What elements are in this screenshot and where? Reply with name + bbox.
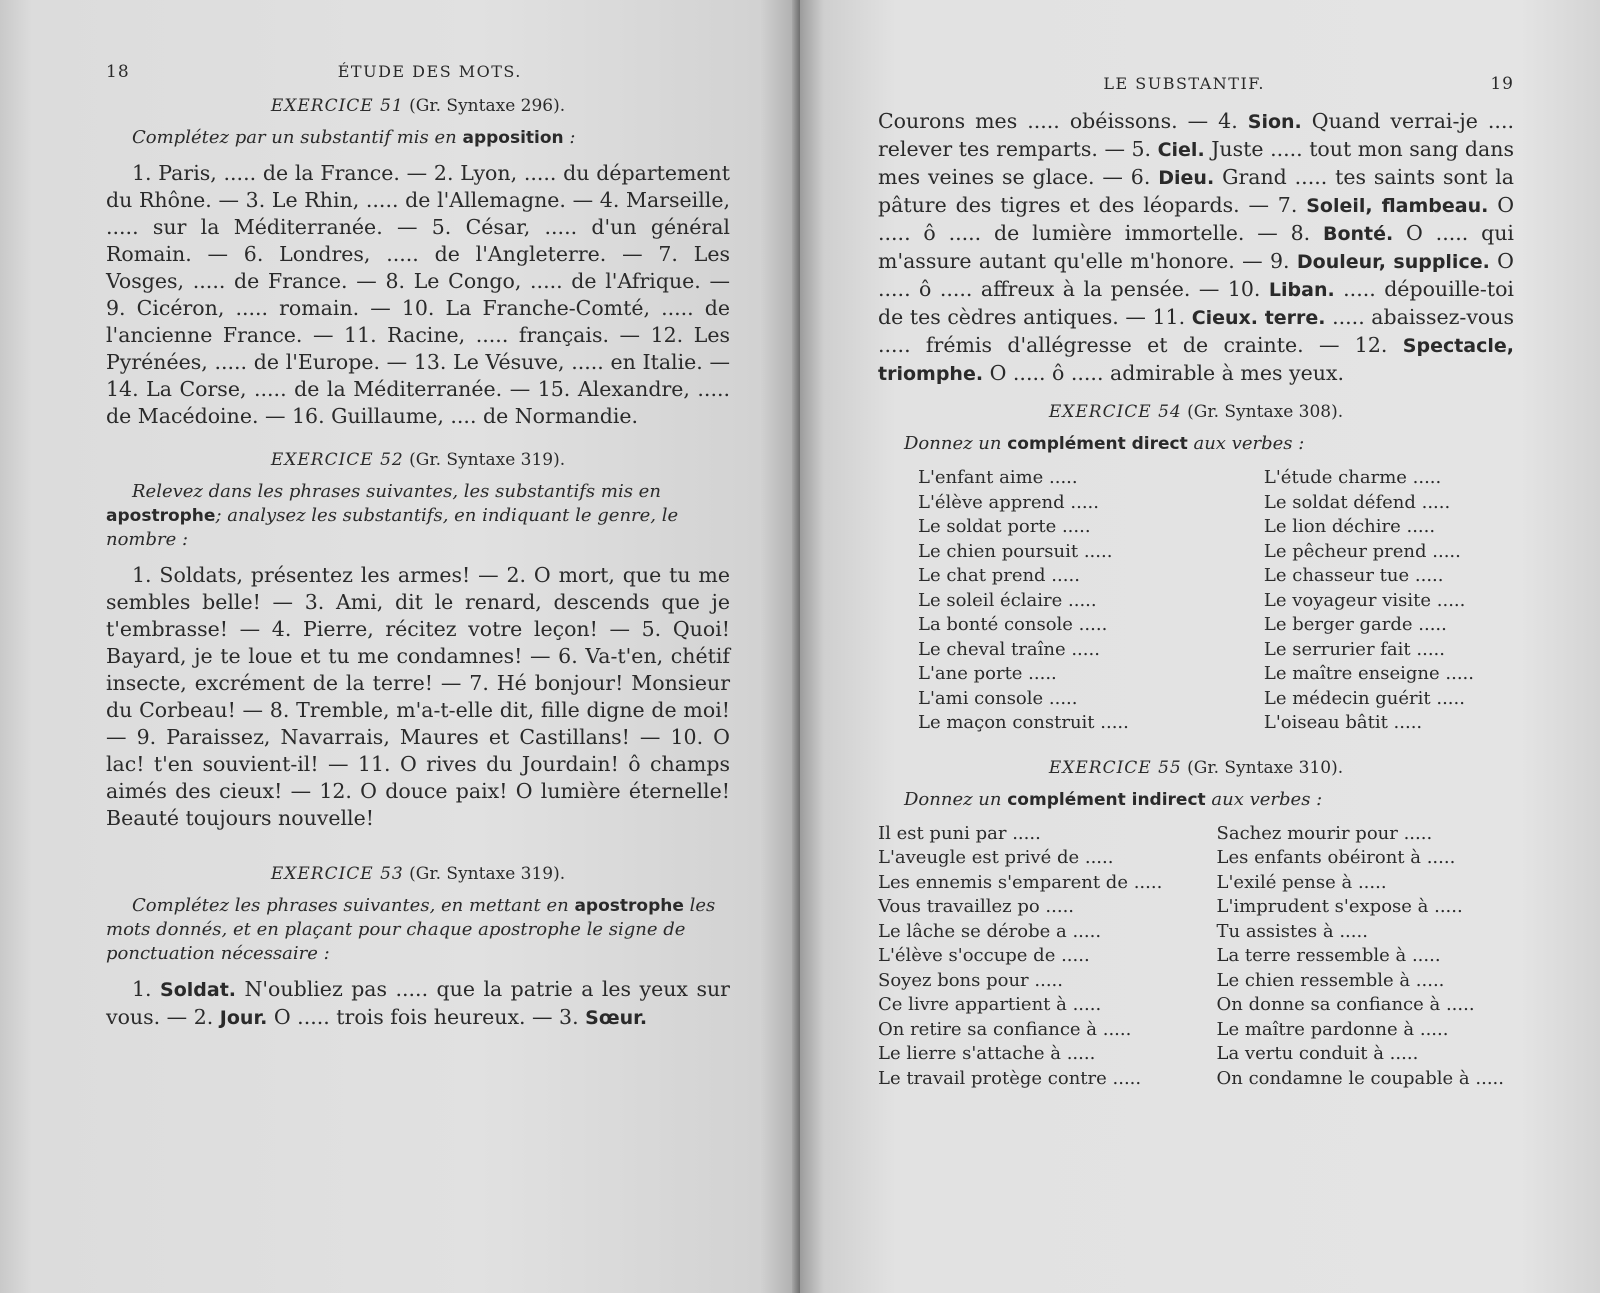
list-item: L'aveugle est privé de ..... [878,847,1114,868]
exercise-heading [878,758,1514,778]
list-item: Le médecin guérit ..... [1263,687,1465,709]
instr-text: aux verbes : [1193,433,1305,454]
exercise-ref: (Gr. Syntaxe 310). [1187,757,1344,778]
list-item: Tu assistes à ..... [1216,920,1368,942]
list-item: Le serrurier fait ..... [1263,638,1445,660]
list-item: On condamne le coupable à ..... [1216,1067,1504,1089]
exercise-label: EXERCICE 53 [270,864,404,884]
given-word: Cieux. terre. [1191,307,1326,329]
list-item: Le maçon construit ..... [918,712,1129,733]
list-item: Le lâche se dérobe a ..... [878,920,1102,942]
exercise-label: EXERCICE 54 [1048,402,1182,422]
sentence-text: ..... dépouille-toi de tes cèdres antiques. — 11. [878,277,1514,329]
list-item: La bonté console ..... [918,614,1108,635]
list-item: Le travail protège contre ..... [878,1067,1142,1089]
list-item: Le cheval traîne ..... [918,638,1100,660]
list-item: Le pêcheur prend ..... [1263,540,1461,562]
list-item: Il est puni par ..... [878,822,1041,844]
exercise-instructions [878,432,1514,456]
running-header [878,74,1514,94]
instr-keyword: apostrophe [574,896,684,916]
verb-list-left [878,822,1162,1092]
list-item: Vous travaillez po ..... [878,896,1075,917]
list-item: Le maître pardonne à ..... [1216,1018,1449,1040]
verb-list-right [1264,466,1474,736]
sentence-text: ..... abaissez-vous ..... frémis d'allégresse et de crainte. — 12. [878,305,1514,357]
list-item: On donne sa confiance à ..... [1216,994,1475,1015]
list-item: Le chien ressemble à ..... [1216,969,1445,991]
verb-columns [878,822,1514,1092]
instr-text: aux verbes : [1211,788,1323,810]
list-item: On retire sa confiance à ..... [878,1018,1132,1040]
exercise-instructions [106,126,730,150]
given-word: Soleil, flambeau. [1306,195,1489,217]
list-item: Le lion déchire ..... [1263,516,1436,537]
list-item: Le chat prend ..... [918,565,1080,586]
running-title: LE SUBSTANTIF. [1103,74,1265,93]
sentence-text: Quand verrai-je .... relever tes remparts. — 5. [878,109,1514,161]
list-item: L'élève apprend ..... [918,491,1099,513]
exercise-label: EXERCICE 52 [270,450,404,470]
given-word: Soldat. [160,979,236,1001]
given-word: Liban. [1268,279,1335,301]
list-item: Sachez mourir pour ..... [1216,822,1433,844]
exercise-label: EXERCICE 51 [270,96,404,116]
sentence-text: O ..... ô ..... de lumière immortelle. — 8. [878,193,1514,245]
exercise-instructions [106,894,730,966]
instr-text: les mots donnés, et en plaçant pour chaque apostrophe le signe de ponctuation nécessaire : [106,895,716,964]
list-item: L'enfant aime ..... [918,467,1078,488]
exercise-heading [106,450,730,470]
list-item: L'ane porte ..... [918,663,1057,684]
list-item: La vertu conduit à ..... [1216,1043,1419,1064]
list-item: Les ennemis s'emparent de ..... [878,871,1163,893]
page-number: 19 [1490,74,1514,94]
list-item: L'ami console ..... [918,687,1078,709]
instr-text: ; analysez les substantifs, en indiquant le genre, le nombre : [106,505,679,550]
page-number: 18 [106,62,130,82]
list-item: Le chien poursuit ..... [918,540,1113,562]
list-item: La terre ressemble à ..... [1216,945,1441,966]
sentence-text: Grand ..... tes saints sont la pâture des tigres et des léopards. — 7. [878,165,1514,217]
sentence-text: O ..... trois fois heureux. — 3. [273,1005,579,1029]
exercise-heading [878,402,1514,422]
sentence-text: Courons mes ..... obéissons. — 4. [878,109,1238,133]
sentence-text: O ..... ô ..... admirable à mes yeux. [989,361,1344,385]
list-item: L'exilé pense à ..... [1216,871,1387,893]
list-item: Le soleil éclaire ..... [918,589,1097,611]
given-word: Sœur. [585,1007,648,1029]
exercise-ref: (Gr. Syntaxe 319). [409,450,566,470]
running-title: ÉTUDE DES MOTS. [337,62,522,81]
exercise-ref: (Gr. Syntaxe 319). [409,864,566,884]
exercise-text-continued [878,108,1514,388]
list-item: Ce livre appartient à ..... [878,994,1102,1015]
given-word: Spectacle, triomphe. [878,335,1514,385]
exercise-label: EXERCICE 55 [1048,757,1182,778]
exercise-text [106,976,730,1032]
given-word: Jour. [219,1007,268,1029]
list-item: L'élève s'occupe de ..... [878,945,1090,966]
instr-text: Complétez par un substantif mis en [132,127,457,148]
list-item: Soyez bons pour ..... [878,969,1063,991]
list-item: Le maître enseigne ..... [1263,663,1474,684]
list-item: Les enfants obéiront à ..... [1216,847,1456,868]
verb-columns [878,466,1514,736]
verb-list-left [918,466,1129,736]
sentence-text: O ..... qui m'assure autant qu'elle m'honore. — 9. [878,221,1514,273]
given-word: Dieu. [1158,167,1215,189]
list-item: L'imprudent s'expose à ..... [1216,896,1463,917]
exercise-heading [106,96,730,116]
sentence-text: O ..... ô ..... affreux à la pensée. — 10. [878,249,1514,301]
running-header [106,62,730,82]
exercise-text: 1. Soldats, présentez les armes! — 2. O mort, que tu me sembles belle! — 3. Ami, dit le renard, descends que je t'embrasse! — 4. Pierre, récitez votre leçon! — 5. Quoi! Bayard, je te loue et tu me condamnes! — 6. Va-t'en, chétif insecte, excrément de la terre! — 7. Hé bonjour! Monsieur du Corbeau! — 8. Tremble, m'a-t-elle dit, fille digne de moi! — 9. Paraissez, Navarrais, Maures et Castillans! — 10. O lac! t'en souvient-il! — 11. O rives du Jourdain! ô champs aimés des cieux! — 12. O douce paix! O lumière éternelle! Beauté toujours nouvelle! [106,563,730,830]
list-item: Le lierre s'attache à ..... [878,1043,1096,1064]
list-item: Le soldat porte ..... [918,516,1091,537]
verb-list-right [1217,822,1504,1092]
list-item: L'étude charme ..... [1263,467,1442,488]
exercise-ref: (Gr. Syntaxe 296). [409,96,566,116]
list-item: Le voyageur visite ..... [1263,589,1466,611]
given-word: Ciel. [1157,139,1205,161]
instr-text: Donnez un [904,433,1002,454]
given-word: Bonté. [1322,223,1394,245]
exercise-text: 1. Paris, ..... de la France. — 2. Lyon, ..... du département du Rhône. — 3. Le Rhin, ..... de l'Allemagne. — 4. Marseille, ..... sur la Méditerranée. — 5. César, ..... d'un général Romain. — 6. Londres, ..... de l'Angleterre. — 7. Les Vosges, ..... de France. — 8. Le Congo, ..... de l'Afrique. — 9. Cicéron, ..... romain. — 10. La Franche-Comté, ..... de l'ancienne France. — 11. Racine, ..... français. — 12. Les Pyrénées, ..... de l'Europe. — 13. Le Vésuve, ..... en Italie. — 14. La Corse, ..... de la Méditerranée. — 15. Alexandre, ..... de Macédoine. — 16. Guillaume, .... de Normandie. [106,161,730,428]
given-word: Sion. [1247,111,1302,133]
instr-text: : [569,127,576,148]
instr-text: Donnez un [904,788,1002,810]
item-number: 1. [132,977,152,1001]
exercise-heading [106,864,730,884]
instr-keyword: apostrophe [106,506,216,526]
instr-keyword: complément indirect [1007,789,1206,810]
exercise-ref: (Gr. Syntaxe 308). [1187,402,1344,422]
sentence-text: N'oubliez pas ..... que la patrie a les yeux sur vous. — 2. [106,977,730,1029]
list-item: L'oiseau bâtit ..... [1263,712,1423,733]
exercise-instructions [878,788,1514,812]
given-word: Douleur, supplice. [1296,251,1490,273]
list-item: Le chasseur tue ..... [1263,565,1444,586]
instr-keyword: apposition [462,128,564,148]
list-item: Le berger garde ..... [1263,614,1447,635]
instr-text: Relevez dans les phrases suivantes, les substantifs mis en [132,481,661,502]
list-item: Le soldat défend ..... [1263,491,1451,513]
right-page [800,0,1600,1293]
instr-keyword: complément direct [1007,434,1188,454]
exercise-instructions [106,480,730,552]
sentence-text: Juste ..... tout mon sang dans mes veines se glace. — 6. [878,137,1514,189]
instr-text: Complétez les phrases suivantes, en mettant en [132,895,569,916]
